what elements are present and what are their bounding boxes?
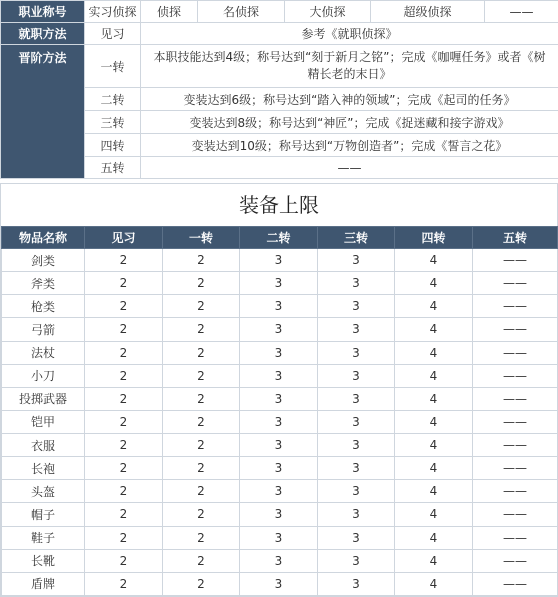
column-header: 一转 — [163, 227, 240, 249]
equipment-title: 装备上限 — [1, 184, 557, 226]
limit-cell: 3 — [318, 434, 395, 457]
limit-cell: 4 — [395, 457, 473, 480]
item-name-cell: 帽子 — [2, 503, 85, 526]
limit-cell: 3 — [240, 295, 318, 318]
advance-desc: 变装达到6级；称号达到“踏入神的领域”；完成《起司的任务》 — [141, 88, 558, 111]
limit-cell: —— — [473, 295, 558, 318]
item-name-cell: 剑类 — [2, 249, 85, 272]
limit-cell: —— — [473, 526, 558, 549]
limit-cell: 3 — [318, 457, 395, 480]
limit-cell: 3 — [318, 572, 395, 595]
advance-level: 五转 — [85, 157, 141, 179]
limit-cell: 4 — [395, 410, 473, 433]
limit-cell: 4 — [395, 480, 473, 503]
table-row — [2, 249, 558, 272]
item-name-cell: 投掷武器 — [2, 387, 85, 410]
item-name-cell: 长靴 — [2, 549, 85, 572]
title-value: —— — [485, 1, 558, 23]
advance-row — [1, 88, 558, 111]
limit-cell: 2 — [163, 549, 240, 572]
table-row — [2, 480, 558, 503]
item-name-cell: 法杖 — [2, 341, 85, 364]
limit-cell: 4 — [395, 341, 473, 364]
limit-cell: 2 — [85, 549, 163, 572]
item-name-cell: 衣服 — [2, 434, 85, 457]
equipment-section — [0, 183, 558, 597]
limit-cell: 2 — [85, 410, 163, 433]
limit-cell: 2 — [85, 295, 163, 318]
limit-cell: 2 — [163, 387, 240, 410]
limit-cell: 2 — [85, 503, 163, 526]
limit-cell: 2 — [163, 480, 240, 503]
limit-cell: —— — [473, 341, 558, 364]
advance-row — [1, 45, 558, 88]
table-row — [2, 526, 558, 549]
limit-cell: 2 — [163, 364, 240, 387]
title-row — [1, 1, 558, 23]
limit-cell: —— — [473, 364, 558, 387]
method-row — [1, 23, 558, 45]
column-header: 物品名称 — [2, 227, 85, 249]
limit-cell: 4 — [395, 295, 473, 318]
item-name-cell: 铠甲 — [2, 410, 85, 433]
limit-cell: 3 — [240, 434, 318, 457]
advance-desc: 本职技能达到4级；称号达到“刻于新月之铭”；完成《咖喱任务》或者《树精长老的末日》 — [141, 45, 558, 88]
limit-cell: 3 — [318, 341, 395, 364]
method-value: 参考《就职侦探》 — [141, 23, 558, 45]
limit-cell: —— — [473, 318, 558, 341]
table-row — [2, 318, 558, 341]
limit-cell: 2 — [85, 364, 163, 387]
limit-cell: 3 — [240, 526, 318, 549]
limit-cell: 2 — [163, 341, 240, 364]
table-row — [2, 364, 558, 387]
table-row — [2, 503, 558, 526]
table-row — [2, 387, 558, 410]
limit-cell: 2 — [163, 572, 240, 595]
advance-row — [1, 111, 558, 134]
limit-cell: 3 — [318, 410, 395, 433]
limit-cell: 4 — [395, 549, 473, 572]
title-value: 超级侦探 — [371, 1, 485, 23]
advance-level: 二转 — [85, 88, 141, 111]
table-row — [2, 572, 558, 595]
advance-desc: —— — [141, 157, 558, 179]
title-value: 侦探 — [141, 1, 198, 23]
limit-cell: 3 — [240, 572, 318, 595]
column-header: 二转 — [240, 227, 318, 249]
limit-cell: 3 — [318, 272, 395, 295]
limit-cell: 2 — [163, 295, 240, 318]
limit-cell: —— — [473, 434, 558, 457]
item-name-cell: 头盔 — [2, 480, 85, 503]
limit-cell: 4 — [395, 249, 473, 272]
limit-cell: 2 — [163, 410, 240, 433]
advance-level: 三转 — [85, 111, 141, 134]
limit-cell: 2 — [163, 249, 240, 272]
advance-level: 一转 — [85, 45, 141, 88]
limit-cell: 3 — [318, 503, 395, 526]
limit-cell: 3 — [318, 364, 395, 387]
advance-desc: 变装达到8级；称号达到“神匠”；完成《捉迷藏和接字游戏》 — [141, 111, 558, 134]
limit-cell: 4 — [395, 503, 473, 526]
limit-cell: 4 — [395, 318, 473, 341]
title-value: 名侦探 — [198, 1, 285, 23]
item-name-cell: 枪类 — [2, 295, 85, 318]
limit-cell: 4 — [395, 572, 473, 595]
advance-row — [1, 157, 558, 179]
limit-cell: —— — [473, 549, 558, 572]
limit-cell: 2 — [85, 387, 163, 410]
item-name-cell: 盾牌 — [2, 572, 85, 595]
limit-cell: —— — [473, 480, 558, 503]
limit-cell: —— — [473, 249, 558, 272]
limit-cell: 3 — [240, 249, 318, 272]
limit-cell: 4 — [395, 272, 473, 295]
limit-cell: 3 — [240, 364, 318, 387]
column-header: 三转 — [318, 227, 395, 249]
advance-desc: 变装达到10级；称号达到“万物创造者”；完成《誓言之花》 — [141, 134, 558, 157]
item-name-cell: 鞋子 — [2, 526, 85, 549]
advance-level: 四转 — [85, 134, 141, 157]
limit-cell: 3 — [318, 549, 395, 572]
limit-cell: 2 — [163, 526, 240, 549]
item-name-cell: 斧类 — [2, 272, 85, 295]
table-row — [2, 434, 558, 457]
limit-cell: 3 — [240, 480, 318, 503]
limit-cell: 3 — [240, 457, 318, 480]
table-row — [2, 410, 558, 433]
method-level: 见习 — [85, 23, 141, 45]
column-header: 见习 — [85, 227, 163, 249]
limit-cell: 3 — [240, 318, 318, 341]
limit-cell: 2 — [85, 526, 163, 549]
limit-cell: 3 — [318, 526, 395, 549]
limit-cell: 3 — [318, 387, 395, 410]
method-header: 就职方法 — [1, 23, 85, 45]
item-name-cell: 小刀 — [2, 364, 85, 387]
equipment-header-row — [2, 227, 558, 249]
limit-cell: 2 — [85, 341, 163, 364]
limit-cell: 3 — [318, 318, 395, 341]
job-info-table — [0, 0, 558, 179]
limit-cell: 2 — [85, 480, 163, 503]
equipment-body — [2, 249, 558, 596]
column-header: 四转 — [395, 227, 473, 249]
title-value: 实习侦探 — [85, 1, 141, 23]
title-header: 职业称号 — [1, 1, 85, 23]
table-row — [2, 457, 558, 480]
limit-cell: 2 — [85, 434, 163, 457]
limit-cell: 3 — [240, 410, 318, 433]
limit-cell: —— — [473, 503, 558, 526]
limit-cell: 2 — [163, 272, 240, 295]
limit-cell: 3 — [318, 249, 395, 272]
limit-cell: 2 — [163, 318, 240, 341]
table-row — [2, 272, 558, 295]
limit-cell: 2 — [85, 272, 163, 295]
limit-cell: 2 — [85, 249, 163, 272]
table-row — [2, 295, 558, 318]
advance-header: 晋阶方法 — [1, 45, 85, 179]
table-row — [2, 549, 558, 572]
advance-row — [1, 134, 558, 157]
limit-cell: —— — [473, 387, 558, 410]
limit-cell: 3 — [318, 480, 395, 503]
limit-cell: 3 — [240, 341, 318, 364]
limit-cell: —— — [473, 410, 558, 433]
limit-cell: 4 — [395, 526, 473, 549]
table-row — [2, 341, 558, 364]
limit-cell: 2 — [85, 457, 163, 480]
limit-cell: 4 — [395, 434, 473, 457]
title-value: 大侦探 — [285, 1, 371, 23]
item-name-cell: 弓箭 — [2, 318, 85, 341]
limit-cell: —— — [473, 457, 558, 480]
limit-cell: 3 — [318, 295, 395, 318]
limit-cell: 2 — [163, 457, 240, 480]
limit-cell: 3 — [240, 503, 318, 526]
item-name-cell: 长袍 — [2, 457, 85, 480]
limit-cell: 3 — [240, 272, 318, 295]
limit-cell: 4 — [395, 364, 473, 387]
limit-cell: 2 — [85, 318, 163, 341]
equipment-table — [1, 226, 558, 596]
limit-cell: 2 — [163, 503, 240, 526]
limit-cell: 2 — [163, 434, 240, 457]
column-header: 五转 — [473, 227, 558, 249]
limit-cell: 2 — [85, 572, 163, 595]
limit-cell: 3 — [240, 387, 318, 410]
limit-cell: 3 — [240, 549, 318, 572]
limit-cell: —— — [473, 572, 558, 595]
limit-cell: 4 — [395, 387, 473, 410]
limit-cell: —— — [473, 272, 558, 295]
